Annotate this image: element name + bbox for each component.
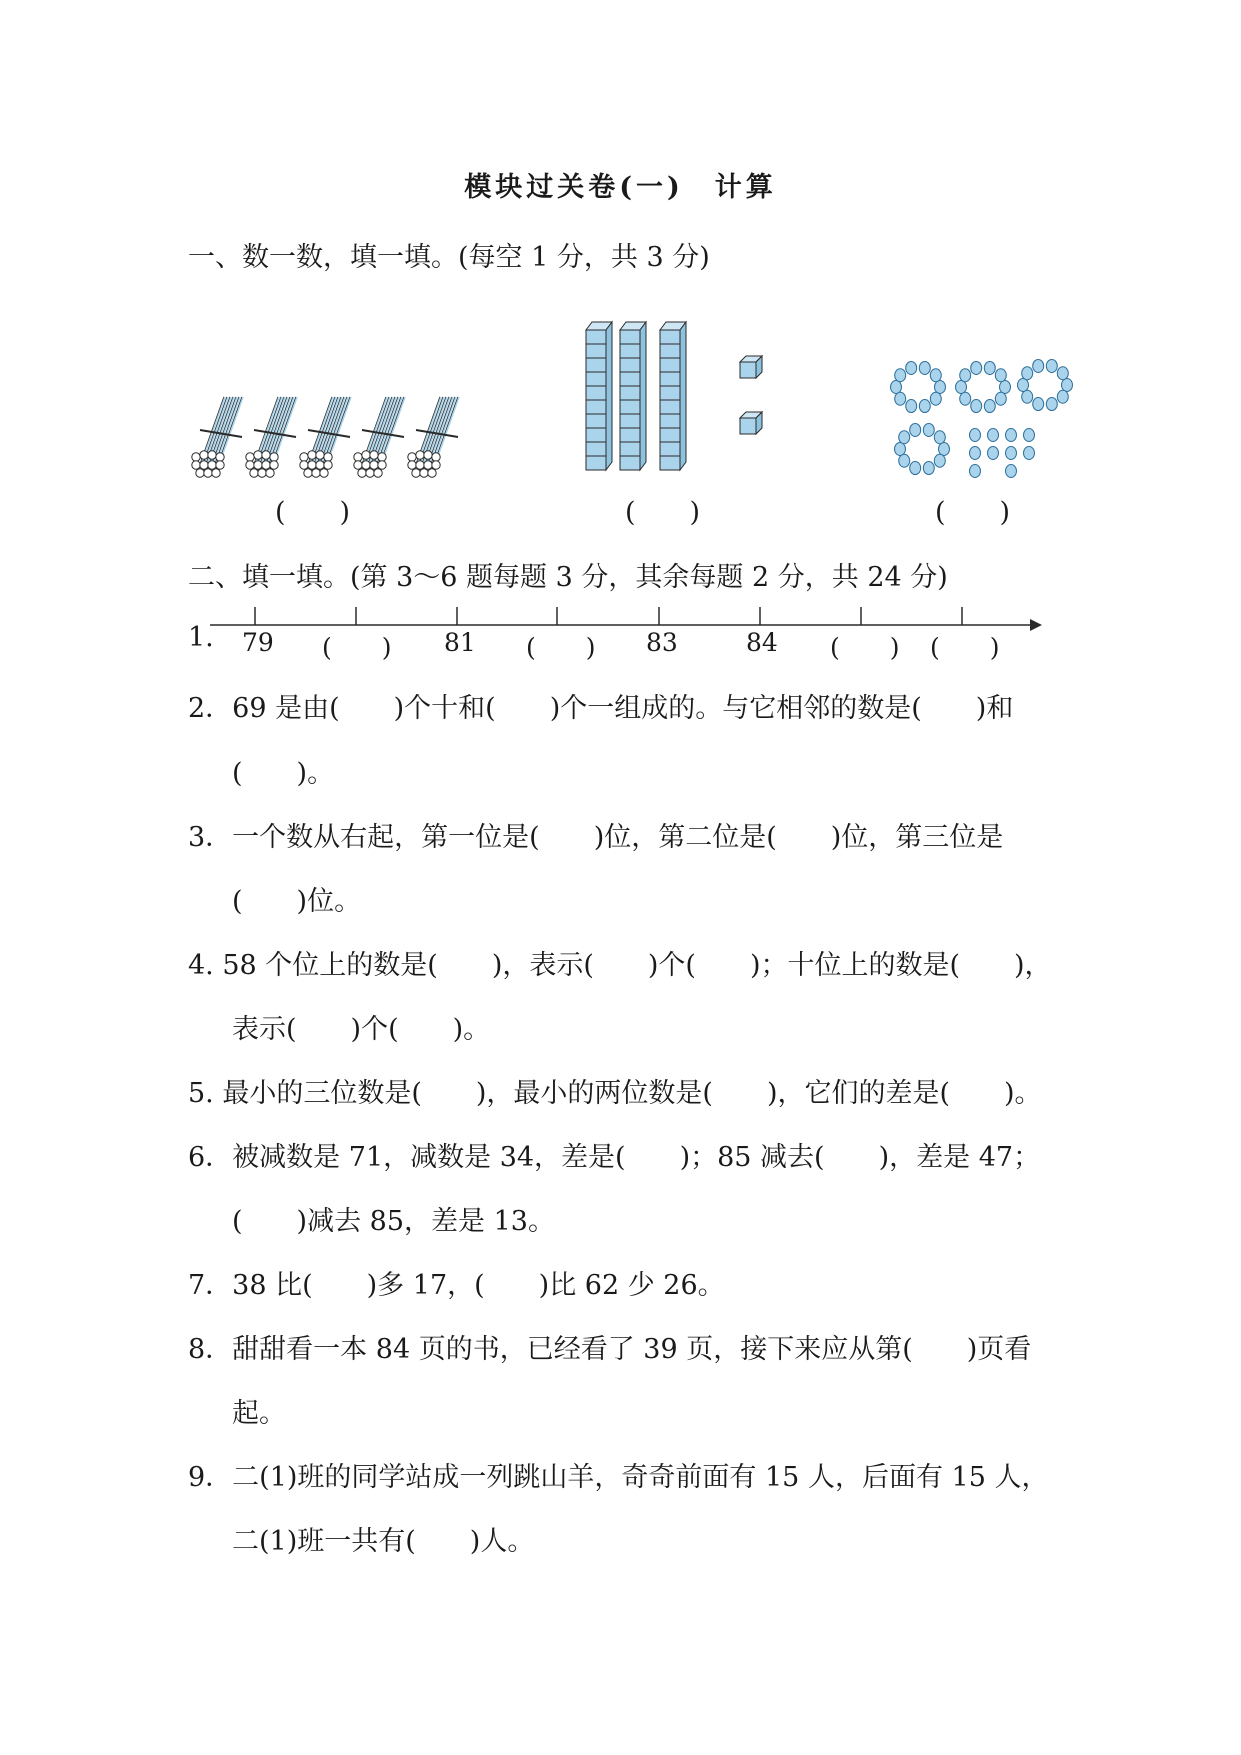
number-line-label-4[interactable]: ( ) — [526, 633, 596, 662]
bundle-of-sticks-icon — [192, 397, 459, 477]
page-title: 模块过关卷(一) 计算 — [464, 172, 777, 203]
question-2-line-1: 2．69 是由( )个十和( )个一组成的。与它相邻的数是( )和 — [188, 693, 1014, 724]
answer-blank-beads[interactable]: ( ) — [935, 497, 1011, 528]
answer-blank-blocks[interactable]: ( ) — [625, 497, 701, 528]
number-line-label-2[interactable]: ( ) — [322, 633, 392, 662]
question-6-line-2: ( )减去 85，差是 13。 — [232, 1206, 555, 1237]
number-line-label-5: 83 — [646, 628, 678, 657]
question-9-line-2: 二(1)班一共有( )人。 — [232, 1526, 535, 1557]
number-line-label-1: 79 — [242, 628, 274, 657]
question-2-line-2: ( )。 — [232, 758, 335, 789]
question-8-line-1: 8．甜甜看一本 84 页的书，已经看了 39 页，接下来应从第( )页看 — [188, 1334, 1032, 1365]
number-line-label-8[interactable]: ( ) — [930, 633, 1000, 662]
question-4-line-2: 表示( )个( )。 — [232, 1014, 491, 1045]
question-4-line-1: 4. 58 个位上的数是( )，表示( )个( )；十位上的数是( )， — [188, 950, 1052, 981]
base-ten-blocks-icon — [586, 322, 762, 470]
number-line-label-6: 84 — [746, 628, 778, 657]
answer-blank-sticks[interactable]: ( ) — [275, 497, 351, 528]
number-line-label-7[interactable]: ( ) — [830, 633, 900, 662]
question-8-line-2: 起。 — [232, 1398, 286, 1429]
bead-rings-icon — [891, 359, 1073, 477]
question-3-line-2: ( )位。 — [232, 886, 362, 917]
question-3-line-1: 3．一个数从右起，第一位是( )位，第二位是( )位，第三位是 — [188, 822, 1004, 853]
number-line-label-3: 81 — [444, 628, 476, 657]
question-6-line-1: 6．被减数是 71，减数是 34，差是( )；85 减去( )，差是 47； — [188, 1142, 1041, 1173]
question-1-number: 1. — [188, 622, 214, 653]
question-5-line-1: 5. 最小的三位数是( )，最小的两位数是( )，它们的差是( )。 — [188, 1078, 1042, 1109]
question-7-line-1: 7．38 比( )多 17，( )比 62 少 26。 — [188, 1270, 725, 1301]
section-1-heading: 一、数一数，填一填。(每空 1 分，共 3 分) — [188, 242, 710, 273]
question-9-line-1: 9．二(1)班的同学站成一列跳山羊，奇奇前面有 15 人，后面有 15 人， — [188, 1462, 1049, 1493]
section-2-heading: 二、填一填。(第 3～6 题每题 3 分，其余每题 2 分，共 24 分) — [188, 562, 948, 593]
